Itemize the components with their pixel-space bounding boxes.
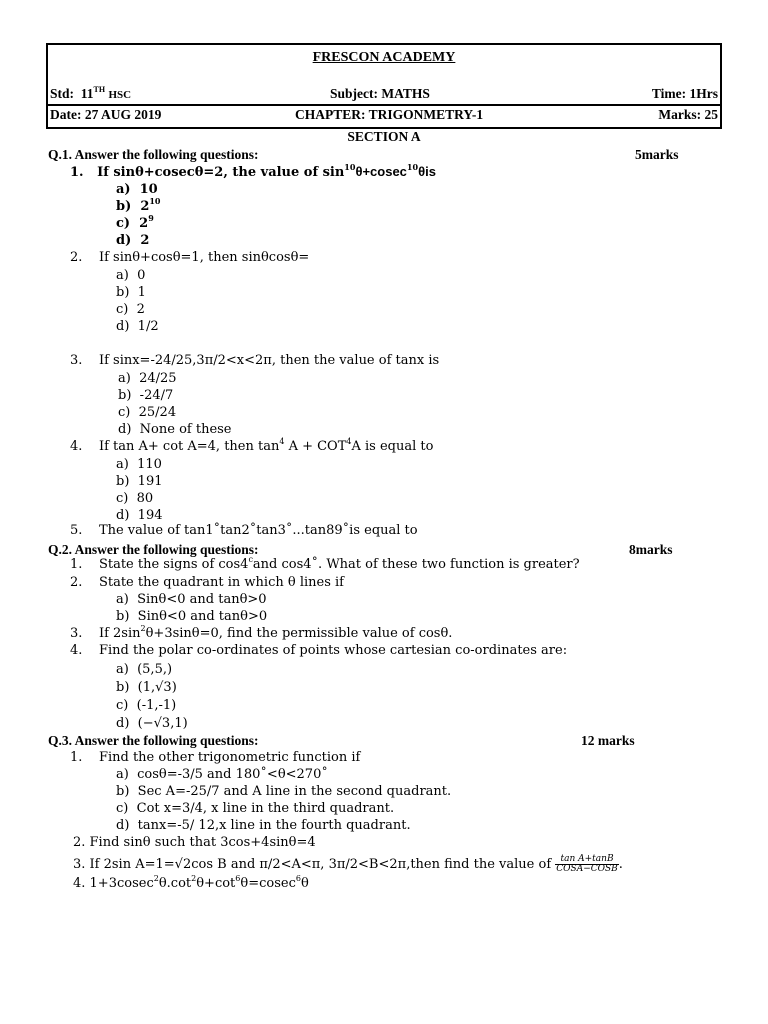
time-label: Time: 1Hrs: [651, 86, 718, 101]
q1-marks: 5marks: [635, 147, 679, 162]
q1-item2-option: c) 2: [116, 302, 145, 317]
section-heading: SECTION A: [347, 129, 421, 144]
q1-item1-option: a) 10: [116, 182, 158, 197]
std-label: Std: 11TH HSC: [50, 84, 132, 101]
q1-item2-option: b) 1: [116, 285, 146, 300]
q3-item1: 1. Find the other trigonometric function if: [70, 750, 361, 765]
q1-item4-option: c) 80: [116, 491, 154, 506]
header-divider: [46, 104, 722, 106]
q3-title: Q.3. Answer the following questions:: [48, 733, 259, 748]
subject-label: Subject: MATHS: [330, 86, 430, 101]
q1-item2: 2. If sinθ+cosθ=1, then sinθcosθ=: [70, 250, 310, 265]
q3-marks: 12 marks: [581, 733, 635, 748]
q2-item1: 1. State the signs of cos4$^c$and cos4˚. What of these two function is greater?: [70, 554, 580, 572]
q1-item4-option: d) 194: [116, 508, 163, 523]
q2-item4-option: d) (−√3,1): [116, 716, 188, 731]
q1-item1-option: b) $2^{10}$: [116, 195, 161, 214]
q3-item2: 2. Find sinθ such that 3cos+4sinθ=4: [73, 835, 316, 850]
q3-item1-option: d) tanx=-5/ 12,x line in the fourth quadrant.: [116, 818, 411, 833]
q2-item2-option: a) Sinθ<0 and tanθ>0: [116, 592, 267, 607]
q2-item4: 4. Find the polar co-ordinates of points whose cartesian co-ordinates are:: [70, 643, 568, 658]
q1-item4-option: a) 110: [116, 457, 162, 472]
q3-item1-option: b) Sec A=-25/7 and A line in the second quadrant.: [116, 784, 452, 799]
q1-item3-option: c) 25/24: [118, 405, 177, 420]
q3-item4: 4. $1+3cosec^2\theta.\cot^2\theta+\cot^6\theta=cosec^6\theta$: [73, 873, 309, 891]
marks-label: Marks: 25: [658, 107, 718, 122]
q3-item3: 3. If 2sin A=1=√2cos B and π/2<A<π, 3π/2<B<2π,then find the value of $\frac{\text{tan A+tanB}}{\text{COSA−COSB}}$ .: [73, 854, 623, 874]
q2-item2: 2. State the quadrant in which θ lines if: [70, 575, 344, 590]
q2-item4-option: a) (5,5,): [116, 662, 173, 677]
q3-item1-option: c) Cot x=3/4, x line in the third quadrant.: [116, 801, 395, 816]
fraction: $\frac{\text{tan A+tanB}}{\text{COSA−COSB}}$: [556, 854, 618, 874]
q2-item4-option: c) (-1,-1): [116, 698, 177, 713]
q1-item3-option: b) -24/7: [118, 388, 174, 403]
q1-item1-option: d) 2: [116, 233, 150, 248]
q1-item3-option: d) None of these: [118, 422, 232, 437]
q1-item4-option: b) 191: [116, 474, 163, 489]
q1-item5: 5. The value of tan1˚tan2˚tan3˚...tan89˚is equal to: [70, 523, 418, 538]
date-label: Date: 27 AUG 2019: [50, 107, 162, 122]
q2-item4-option: b) (1,√3): [116, 680, 177, 695]
q1-item3-option: a) 24/25: [118, 371, 177, 386]
q3-item1-option: a) cosθ=-3/5 and 180˚<θ<270˚: [116, 767, 328, 782]
q1-item1: 1. If sinθ+cosecθ=2, the value of $\sin^{10}\theta+cosec^{10}\theta is$: [70, 161, 436, 180]
q1-item2-option: a) 0: [116, 268, 146, 283]
q2-title: Q.2. Answer the following questions:: [48, 542, 259, 557]
chapter-label: CHAPTER: TRIGONMETRY-1: [295, 107, 484, 122]
q2-item2-option: b) Sinθ<0 and tanθ>0: [116, 609, 268, 624]
q1-title: Q.1. Answer the following questions:: [48, 147, 259, 162]
q2-marks: 8marks: [629, 542, 673, 557]
q2-item3: 3. If $2\sin^2\theta+3\sin\theta=0$, find the permissible value of cosθ.: [70, 623, 453, 641]
q1-item3: 3. If sinx=-24/25,3π/2<x<2π, then the value of tanx is: [70, 353, 440, 368]
q1-item2-option: d) 1/2: [116, 319, 159, 334]
academy-title: FRESCON ACADEMY: [312, 50, 456, 65]
q1-item1-option: c) $2^9$: [116, 212, 154, 231]
q1-item4: 4. If tan A+ cot A=4, then $\tan^4 A + COT^4A$ is equal to: [70, 436, 434, 454]
